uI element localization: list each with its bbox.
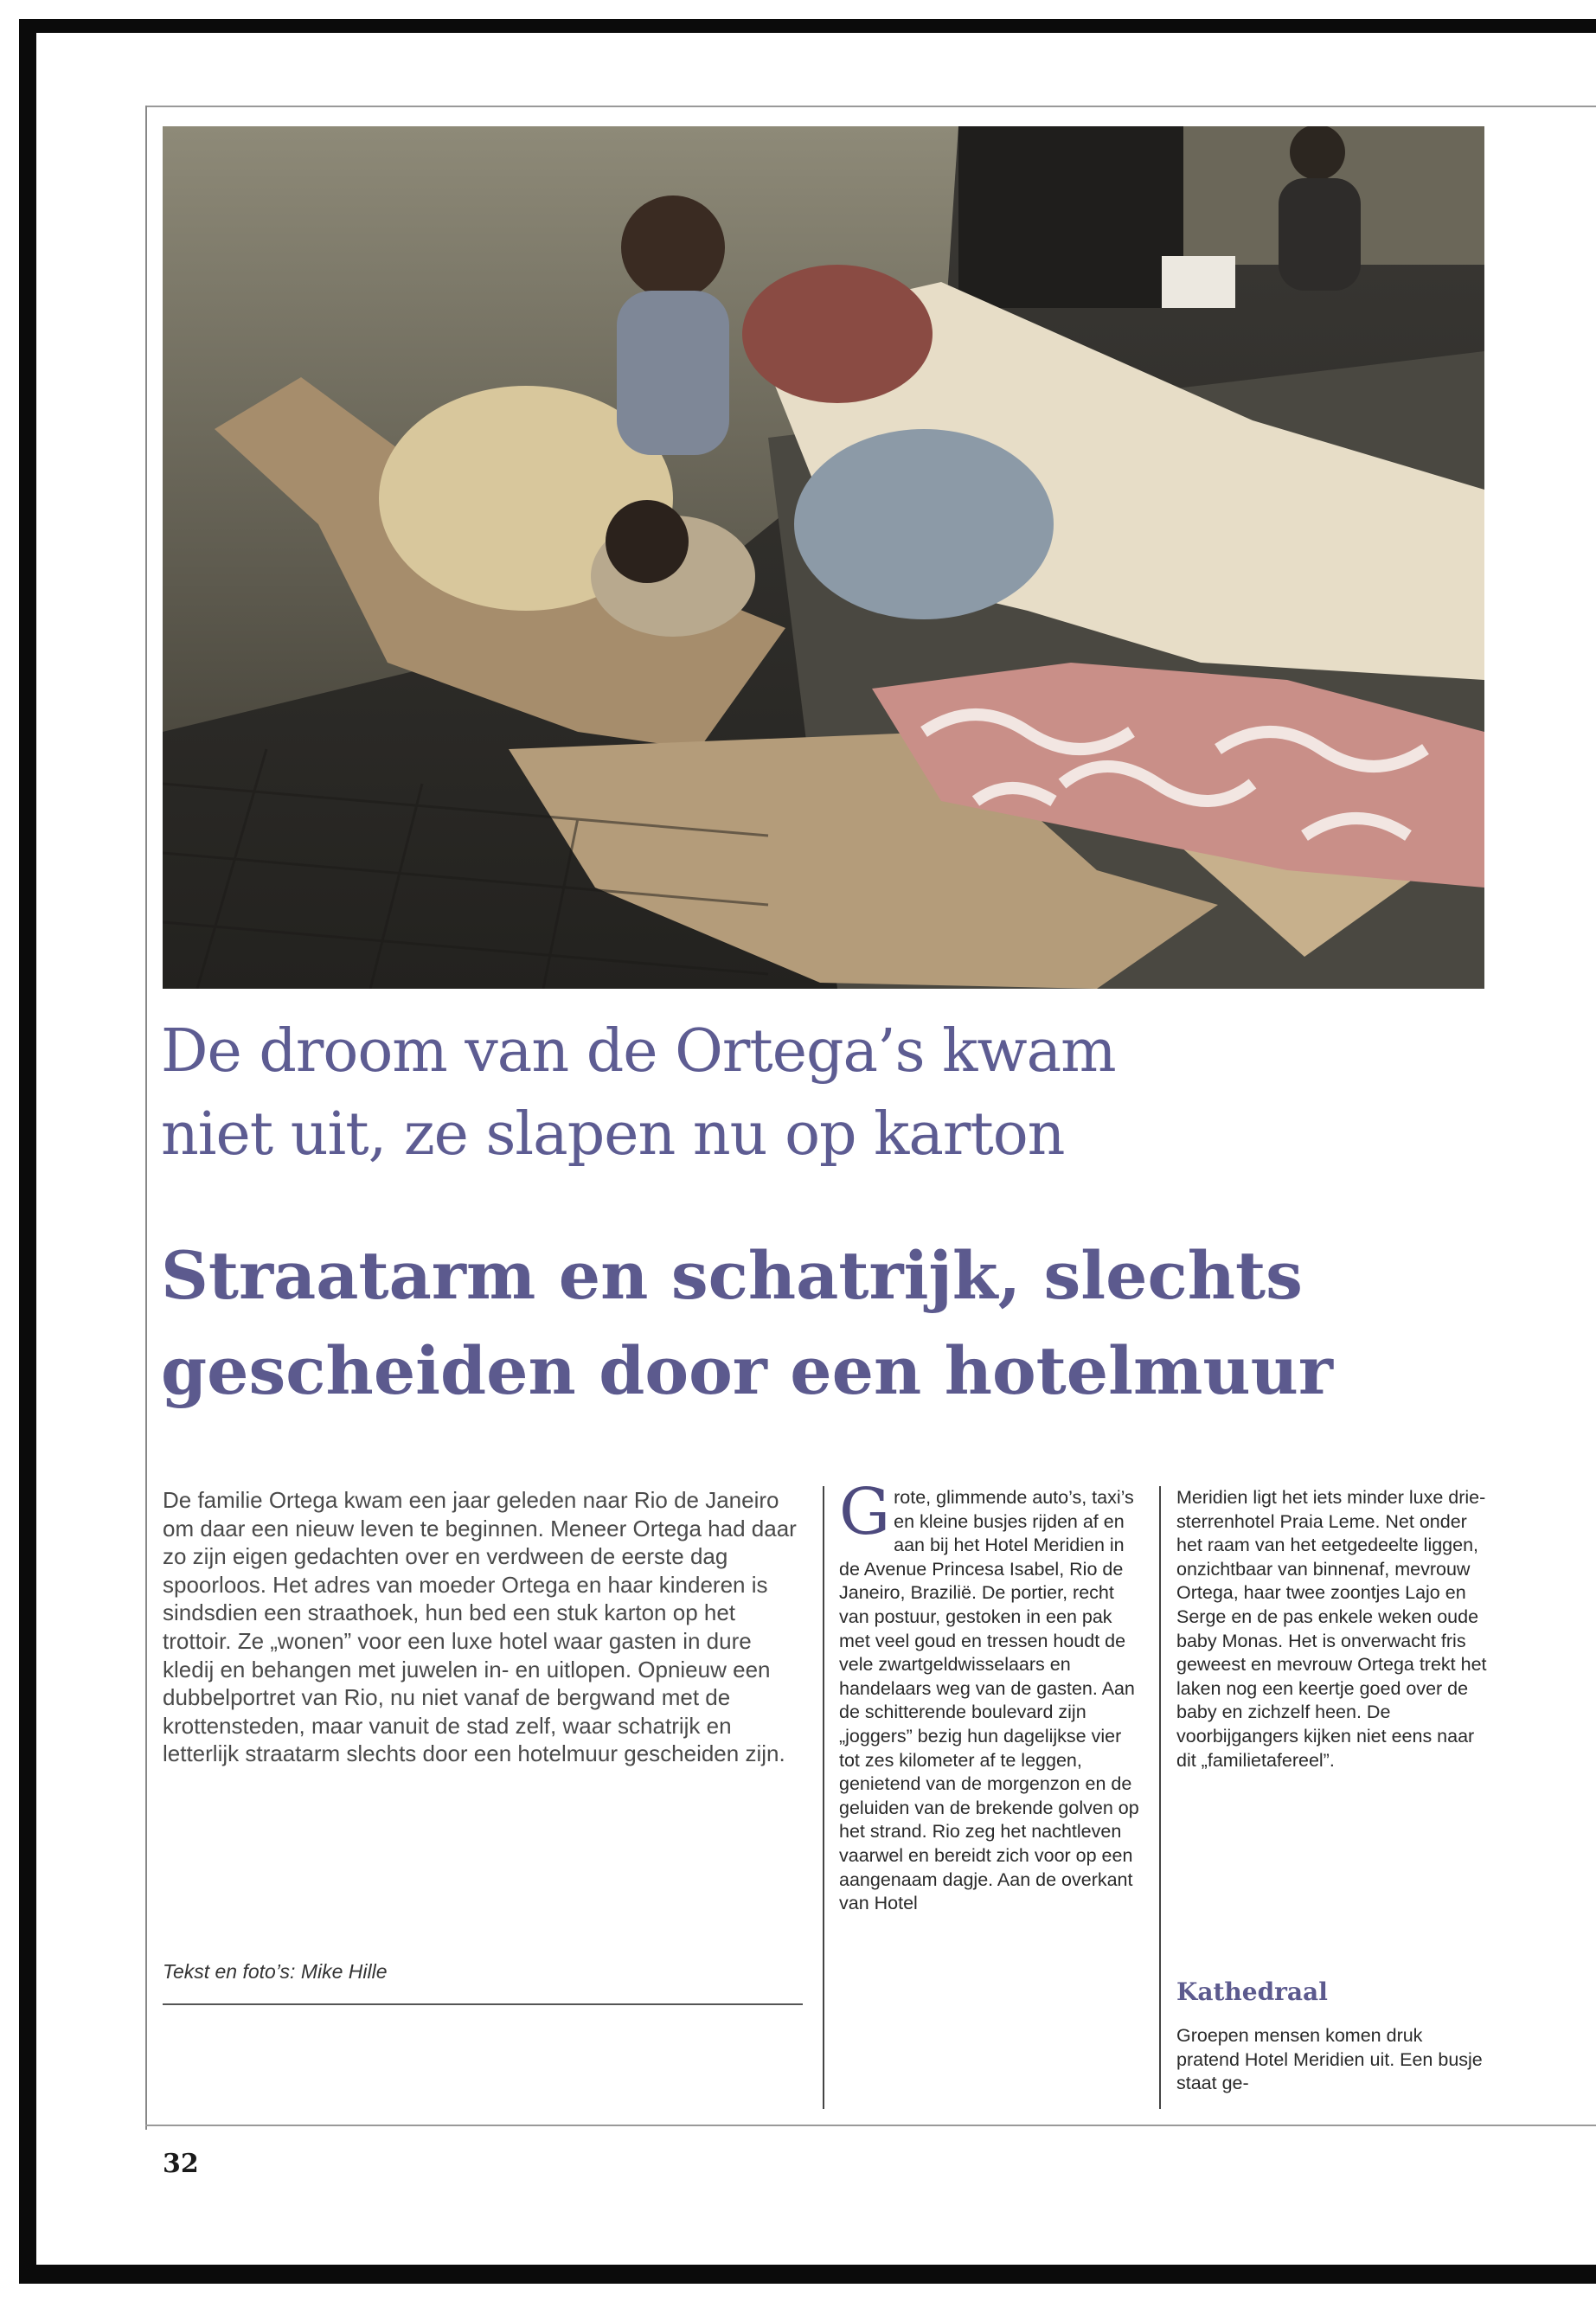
column-divider [823,1486,824,2109]
body-column-2 [1176,1486,1488,1772]
frame-rule-left [145,106,147,2130]
article-photo [163,126,1484,989]
body-text-2: Meridien ligt het iets minder luxe drie-sterrenhotel Praia Leme. Net onder het raam van het eetgedeelte liggen, onzichtbaar van binnenaf, mevrouw Ortega, haar twee zoontjes Lajo en Serge en de pas enkele weken oude baby Monas. Het is onverwacht fris geweest en mevrouw Ortega trekt het laken nog een keertje goed over de baby en zichzelf heen. De voorbijgangers kijken niet eens naar dit „familietafereel”. [1176,1487,1487,1771]
credit-rule [163,2003,803,2005]
column-divider [1159,1486,1161,2109]
headline [161,1010,1510,1176]
drop-cap: G [839,1475,891,1549]
body-column-1 [839,1475,1144,1916]
article-title-line-2: gescheiden door een hotelmuur [161,1332,1333,1409]
photo-credit: Tekst en foto’s: Mike Hille [163,1960,388,1983]
body-column-3 [1176,2024,1488,2096]
body-text-3: Groepen mensen komen druk pratend Hotel Meridien uit. Een busje staat ge- [1176,2025,1483,2094]
headline-line-1: De droom van de Ortega’s kwam [161,1017,1116,1086]
photo-illustration [163,126,1484,989]
article-title [161,1228,1510,1419]
headline-line-2: niet uit, ze slapen nu op karton [161,1100,1065,1169]
page-border-top [19,19,1596,33]
frame-rule-top [145,106,1596,107]
page-border-bottom [19,2265,1596,2284]
article-title-line-1: Straatarm en schatrijk, slechts [161,1237,1303,1314]
section-subhead: Kathedraal [1176,1977,1328,2006]
intro-paragraph: De familie Ortega kwam een jaar geleden naar Rio de Janeiro om daar een nieuw leven te beginnen. Meneer Ortega had daar zo zijn eigen gedachten over en verdween de eerste dag spoorloos. Het adres van moeder Ortega en haar kinderen is sindsdien een straathoek, hun bed een stuk karton op het trottoir. Ze „wonen” voor een luxe hotel waar gasten in dure kledij en behangen met juwelen in- en uitlopen. Opnieuw een dubbelportret van Rio, nu niet vanaf de bergwand met de krottensteden, maar vanuit de stad zelf, waar schatrijk en letterlijk straatarm slechts door een hotelmuur gescheiden zijn. [163,1487,797,1767]
body-text-1: rote, glimmende auto’s, taxi’s en kleine busjes rijden af en aan bij het Hotel Meridien in de Avenue Princesa Isabel, Rio de Janeiro, Brazilië. De portier, recht van postuur, gestoken in een pak met veel goud en tressen houdt de vele zwartgeldwisselaars en handelaars weg van de gasten. Aan de schitterende boulevard zijn „joggers” bezig hun dagelijkse vier tot zes kilometer af te leggen, genietend van de morgenzon en de geluiden van de brekende golven op het strand. Rio zeg het nachtleven vaarwel en bereidt zich voor op een aangenaam dagje. Aan de overkant van Hotel [839,1487,1139,1914]
frame-rule-bottom [145,2125,1596,2126]
page-border-left [19,19,36,2284]
page-number: 32 [163,2149,199,2179]
